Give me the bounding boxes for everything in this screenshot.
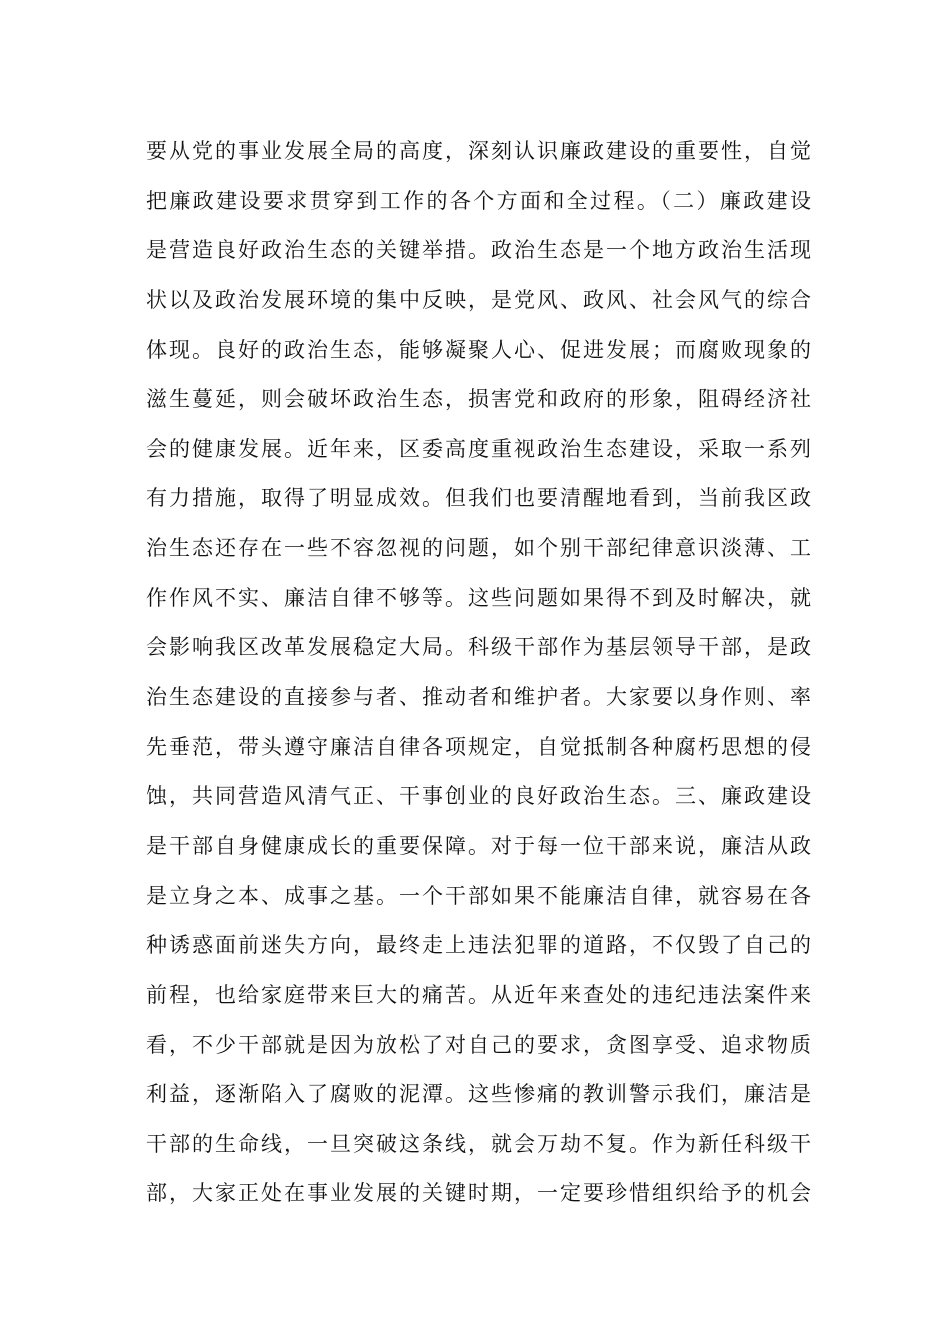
text-line: 先垂范，带头遵守廉洁自律各项规定，自觉抵制各种腐朽思想的侵 <box>146 734 811 759</box>
text-line: 作作风不实、廉洁自律不够等。这些问题如果得不到及时解决，就 <box>146 585 811 610</box>
text-line: 治生态建设的直接参与者、推动者和维护者。大家要以身作则、率 <box>146 685 811 710</box>
text-line: 前程，也给家庭带来巨大的痛苦。从近年来查处的违纪违法案件来 <box>146 982 811 1007</box>
text-line: 把廉政建设要求贯穿到工作的各个方面和全过程。（二）廉政建设 <box>146 188 811 213</box>
text-line: 利益，逐渐陷入了腐败的泥潭。这些惨痛的教训警示我们，廉洁是 <box>146 1082 811 1107</box>
text-line: 蚀，共同营造风清气正、干事创业的良好政治生态。三、廉政建设 <box>146 784 811 809</box>
text-line: 会的健康发展。近年来，区委高度重视政治生态建设，采取一系列 <box>146 436 811 461</box>
text-line: 是立身之本、成事之基。一个干部如果不能廉洁自律，就容易在各 <box>146 883 811 908</box>
text-line: 要从党的事业发展全局的高度，深刻认识廉政建设的重要性，自觉 <box>146 139 811 163</box>
text-line: 是营造良好政治生态的关键举措。政治生态是一个地方政治生活现 <box>146 238 811 263</box>
text-line: 部，大家正处在事业发展的关键时期，一定要珍惜组织给予的机会 <box>146 1181 811 1206</box>
text-line: 滋生蔓延，则会破坏政治生态，损害党和政府的形象，阻碍经济社 <box>146 387 811 412</box>
text-line: 是干部自身健康成长的重要保障。对于每一位干部来说，廉洁从政 <box>146 833 811 858</box>
text-line: 种诱惑面前迷失方向，最终走上违法犯罪的道路，不仅毁了自己的 <box>146 933 811 958</box>
text-line: 状以及政治发展环境的集中反映，是党风、政风、社会风气的综合 <box>146 287 811 312</box>
text-line: 会影响我区改革发展稳定大局。科级干部作为基层领导干部，是政 <box>146 635 811 660</box>
text-line: 有力措施，取得了明显成效。但我们也要清醒地看到，当前我区政 <box>146 486 811 511</box>
text-line: 体现。良好的政治生态，能够凝聚人心、促进发展；而腐败现象的 <box>146 337 811 362</box>
text-line: 干部的生命线，一旦突破这条线，就会万劫不复。作为新任科级干 <box>146 1131 811 1156</box>
text-line: 看，不少干部就是因为放松了对自己的要求，贪图享受、追求物质 <box>146 1032 811 1057</box>
body-text <box>146 127 811 1219</box>
text-line: 治生态还存在一些不容忽视的问题，如个别干部纪律意识淡薄、工 <box>146 536 811 561</box>
